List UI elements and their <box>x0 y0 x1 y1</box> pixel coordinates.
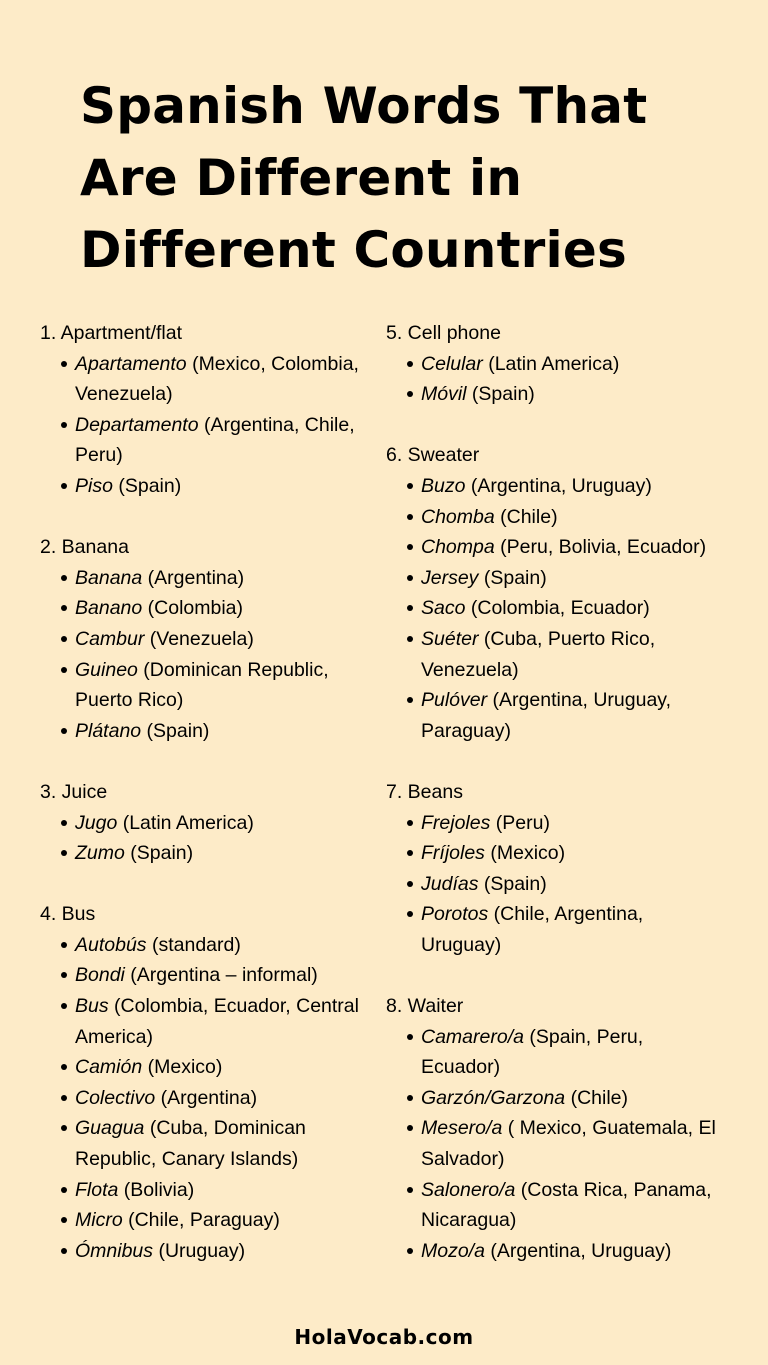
bullet-icon <box>407 1125 413 1131</box>
spanish-term: Salonero/a <box>421 1178 516 1201</box>
bullet-icon <box>407 544 413 550</box>
section-heading: 6. Sweater <box>386 444 480 467</box>
spanish-term: Jugo <box>75 811 118 834</box>
spanish-term: Plátano <box>75 719 142 742</box>
bullet-icon <box>407 575 413 581</box>
footer-site-name: HolaVocab.com <box>294 1325 474 1349</box>
list-item <box>40 1113 370 1174</box>
spanish-term: Chompa <box>421 536 495 559</box>
bullet-icon <box>407 1095 413 1101</box>
spanish-term: Buzo <box>421 474 466 497</box>
bullet-icon <box>61 575 67 581</box>
list-item <box>40 930 370 961</box>
spanish-term: Zumo <box>75 842 125 865</box>
bullet-icon <box>407 820 413 826</box>
bullet-icon <box>407 1248 413 1254</box>
bullet-icon <box>61 1248 67 1254</box>
list-item <box>386 471 726 502</box>
word-list <box>40 349 370 502</box>
country-list: (Bolivia) <box>118 1178 195 1201</box>
country-list: (Cuba, Dominican Republic, Canary Islands) <box>75 1117 306 1171</box>
list-item <box>40 991 370 1052</box>
country-list: (Spain) <box>478 566 547 589</box>
spanish-term: Camarero/a <box>421 1025 524 1048</box>
country-list: (Argentina, Chile, Peru) <box>75 413 355 467</box>
spanish-term: Cambur <box>75 627 145 650</box>
bullet-icon <box>61 850 67 856</box>
word-list <box>386 808 726 961</box>
list-item <box>386 379 726 410</box>
bullet-icon <box>61 483 67 489</box>
spanish-term: Banana <box>75 566 143 589</box>
bullet-icon <box>61 1217 67 1223</box>
country-list: (Argentina, Uruguay) <box>465 474 652 497</box>
section-cell-phone <box>386 318 726 410</box>
list-item <box>40 349 370 410</box>
word-list <box>386 1022 726 1267</box>
spanish-term: Piso <box>75 474 113 497</box>
list-item <box>40 1083 370 1114</box>
bullet-icon <box>61 972 67 978</box>
spanish-term: Apartamento <box>75 352 187 375</box>
list-item <box>386 899 726 960</box>
list-item <box>386 838 726 869</box>
list-item <box>40 716 370 747</box>
country-list: (Cuba, Puerto Rico, Venezuela) <box>421 627 656 681</box>
list-item <box>40 838 370 869</box>
list-item <box>40 1236 370 1267</box>
spanish-term: Flota <box>75 1178 119 1201</box>
bullet-icon <box>407 605 413 611</box>
country-list: (Dominican Republic, Puerto Rico) <box>75 658 329 712</box>
bullet-icon <box>61 1095 67 1101</box>
section-waiter <box>386 991 726 1266</box>
country-list: ( Mexico, Guatemala, El Salvador) <box>421 1117 716 1171</box>
word-list <box>386 471 726 746</box>
list-item <box>386 624 726 685</box>
bullet-icon <box>407 881 413 887</box>
bullet-icon <box>61 1003 67 1009</box>
spanish-term: Guagua <box>75 1117 145 1140</box>
title-line-1: Spanish Words That <box>80 77 648 135</box>
country-list: (Argentina – informal) <box>124 964 318 987</box>
list-item <box>386 869 726 900</box>
bullet-icon <box>407 514 413 520</box>
country-list: (Mexico) <box>484 842 566 865</box>
bullet-icon <box>61 361 67 367</box>
spanish-term: Bus <box>75 995 109 1018</box>
list-item <box>40 1052 370 1083</box>
spanish-term: Suéter <box>421 627 479 650</box>
list-item <box>386 563 726 594</box>
list-item <box>386 1083 726 1114</box>
list-item <box>386 532 726 563</box>
left-column <box>40 318 370 1297</box>
section-heading: 4. Bus <box>40 903 96 926</box>
country-list: (standard) <box>146 933 241 956</box>
spanish-term: Chomba <box>421 505 495 528</box>
list-item <box>40 655 370 716</box>
bullet-icon <box>61 605 67 611</box>
word-list <box>40 808 370 869</box>
spanish-term: Micro <box>75 1209 123 1232</box>
list-item <box>40 624 370 655</box>
country-list: (Chile) <box>494 505 558 528</box>
country-list: (Argentina) <box>155 1086 258 1109</box>
list-item <box>386 349 726 380</box>
bullet-icon <box>61 636 67 642</box>
section-heading: 3. Juice <box>40 780 108 803</box>
spanish-term: Jersey <box>421 566 479 589</box>
list-item <box>386 1022 726 1083</box>
section-beans <box>386 777 726 961</box>
list-item <box>40 471 370 502</box>
spanish-term: Fríjoles <box>421 842 485 865</box>
list-item <box>40 593 370 624</box>
list-item <box>386 593 726 624</box>
section-heading: 2. Banana <box>40 536 129 559</box>
list-item <box>386 1236 726 1267</box>
country-list: (Spain, Peru, Ecuador) <box>421 1025 644 1079</box>
spanish-term: Celular <box>421 352 483 375</box>
list-item <box>40 1175 370 1206</box>
country-list: (Chile) <box>565 1086 628 1109</box>
country-list: (Costa Rica, Panama, Nicaragua) <box>421 1178 712 1232</box>
bullet-icon <box>407 1187 413 1193</box>
country-list: (Argentina, Uruguay) <box>484 1239 672 1262</box>
list-item <box>386 808 726 839</box>
word-list <box>40 930 370 1267</box>
country-list: (Colombia) <box>142 597 244 620</box>
spanish-term: Guineo <box>75 658 138 681</box>
section-juice <box>40 777 370 869</box>
country-list: (Argentina) <box>142 566 245 589</box>
spanish-term: Móvil <box>421 383 467 406</box>
spanish-term: Porotos <box>421 903 489 926</box>
bullet-icon <box>61 820 67 826</box>
spanish-term: Mesero/a <box>421 1117 503 1140</box>
list-item <box>40 808 370 839</box>
spanish-term: Pulóver <box>421 689 488 712</box>
bullet-icon <box>61 1187 67 1193</box>
spanish-term: Judías <box>421 872 479 895</box>
bullet-icon <box>407 636 413 642</box>
bullet-icon <box>407 850 413 856</box>
country-list: (Spain) <box>124 842 194 865</box>
bullet-icon <box>61 942 67 948</box>
list-item <box>40 1205 370 1236</box>
section-banana <box>40 532 370 746</box>
country-list: (Mexico) <box>142 1056 223 1079</box>
title-line-2: Are Different in <box>80 149 523 207</box>
bullet-icon <box>407 1034 413 1040</box>
country-list: (Spain) <box>141 719 210 742</box>
section-heading: 1. Apartment/flat <box>40 322 182 344</box>
country-list: (Chile, Paraguay) <box>122 1209 280 1232</box>
spanish-term: Banano <box>75 597 143 620</box>
section-heading: 5. Cell phone <box>386 322 501 344</box>
country-list: (Mexico, Colombia, Venezuela) <box>75 352 359 406</box>
section-heading: 8. Waiter <box>386 995 464 1018</box>
bullet-icon <box>407 697 413 703</box>
spanish-term: Mozo/a <box>421 1239 485 1262</box>
list-item <box>386 502 726 533</box>
bullet-icon <box>407 483 413 489</box>
country-list: (Colombia, Ecuador) <box>465 597 650 620</box>
country-list: (Peru, Bolivia, Ecuador) <box>494 536 707 559</box>
list-item <box>386 685 726 746</box>
bullet-icon <box>61 1125 67 1131</box>
spanish-term: Colectivo <box>75 1086 156 1109</box>
country-list: (Chile, Argentina, Uruguay) <box>421 903 644 956</box>
bullet-icon <box>61 422 67 428</box>
bullet-icon <box>407 391 413 397</box>
country-list: (Spain) <box>466 383 535 406</box>
country-list: (Spain) <box>112 474 182 497</box>
section-heading: 7. Beans <box>386 780 463 803</box>
section-sweater <box>386 440 726 746</box>
country-list: (Latin America) <box>117 811 254 834</box>
spanish-term: Bondi <box>75 964 125 987</box>
spanish-term: Ómnibus <box>75 1239 154 1262</box>
bullet-icon <box>61 728 67 734</box>
list-item <box>386 1175 726 1236</box>
spanish-term: Camión <box>75 1056 143 1079</box>
word-list <box>386 349 726 410</box>
spanish-term: Saco <box>421 597 466 620</box>
country-list: (Latin America) <box>482 352 620 375</box>
right-column <box>386 318 726 1297</box>
list-item <box>40 563 370 594</box>
title-line-3: Different Countries <box>80 221 627 279</box>
section-bus <box>40 899 370 1266</box>
list-item <box>40 410 370 471</box>
page-title <box>80 70 720 286</box>
spanish-term: Frejoles <box>421 811 491 834</box>
list-item <box>40 960 370 991</box>
country-list: (Uruguay) <box>153 1239 246 1262</box>
spanish-term: Departamento <box>75 413 199 436</box>
section-apartment-flat <box>40 318 370 502</box>
country-list: (Colombia, Ecuador, Central America) <box>75 995 359 1048</box>
bullet-icon <box>61 667 67 673</box>
bullet-icon <box>407 361 413 367</box>
spanish-term: Garzón/Garzona <box>421 1086 566 1109</box>
country-list: (Peru) <box>490 811 550 834</box>
country-list: (Spain) <box>478 872 547 895</box>
spanish-term: Autobús <box>75 933 147 956</box>
country-list: (Argentina, Uruguay, Paraguay) <box>421 689 672 742</box>
bullet-icon <box>407 911 413 917</box>
word-list <box>40 563 370 747</box>
bullet-icon <box>61 1064 67 1070</box>
list-item <box>386 1113 726 1174</box>
country-list: (Venezuela) <box>144 627 254 650</box>
